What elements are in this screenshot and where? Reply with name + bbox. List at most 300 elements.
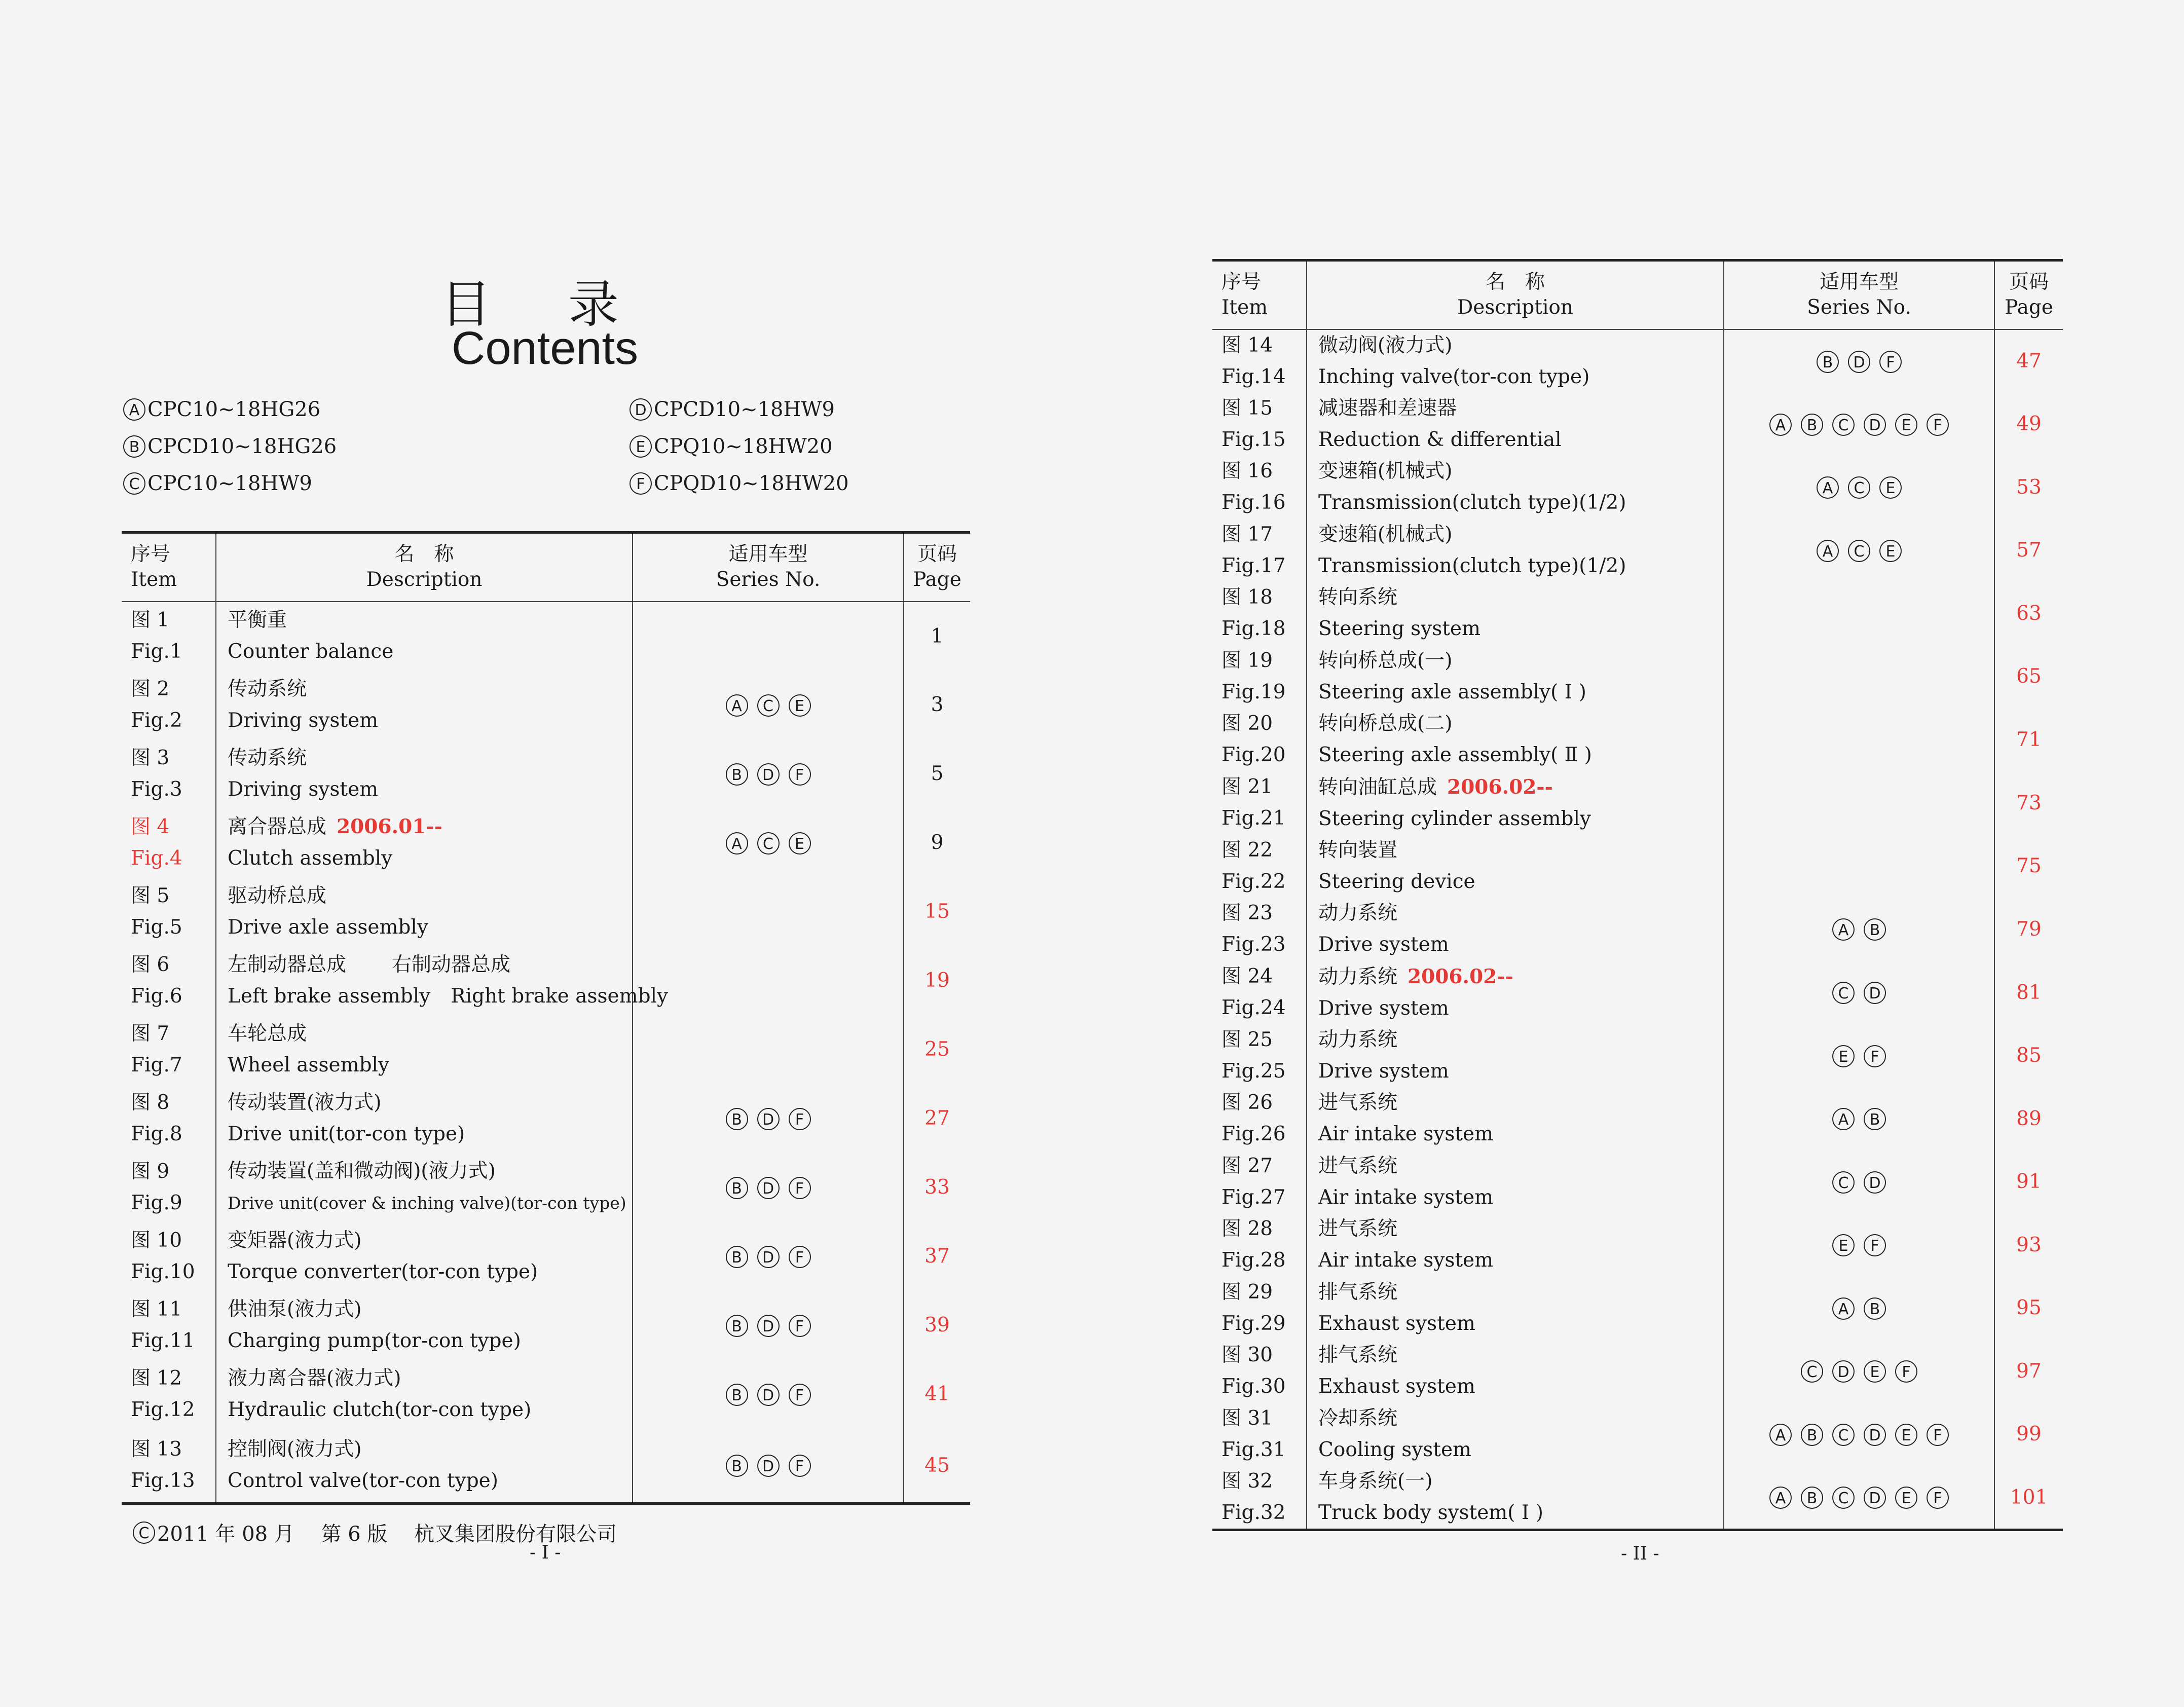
description-en: Exhaust system bbox=[1318, 1312, 1475, 1335]
item-cell bbox=[122, 1291, 216, 1360]
page-number: 19 bbox=[924, 969, 950, 992]
series-cell bbox=[633, 1015, 904, 1084]
series-badge: F bbox=[1927, 1424, 1949, 1446]
series-badge: A bbox=[1832, 1108, 1855, 1130]
page-cell bbox=[1994, 835, 2063, 898]
description-line-cn bbox=[1318, 961, 1723, 993]
page-cell bbox=[904, 877, 970, 946]
item-en: Fig.4 bbox=[131, 846, 182, 870]
series-model: CPCD10~18HG26 bbox=[147, 435, 337, 458]
description-line-en bbox=[1318, 1056, 1723, 1087]
description-en: Drive axle assembly bbox=[228, 915, 428, 939]
series-badge: D bbox=[1864, 1424, 1886, 1446]
series-cell bbox=[633, 1222, 904, 1291]
description-cn: 控制阀(液力式) bbox=[228, 1438, 362, 1461]
series-badge: B bbox=[1864, 1297, 1886, 1320]
series-badge: B bbox=[726, 1108, 748, 1130]
description-line-en bbox=[228, 1465, 632, 1497]
item-cn: 图 21 bbox=[1221, 775, 1273, 798]
series-cell bbox=[633, 602, 904, 671]
description-line-cn bbox=[1318, 708, 1723, 739]
item-cell bbox=[1212, 961, 1307, 1024]
description-line-cn bbox=[228, 880, 632, 912]
description-line-cn bbox=[1318, 645, 1723, 677]
page-cell bbox=[1994, 1151, 2063, 1214]
item-cell bbox=[122, 1084, 216, 1153]
description-en: Exhaust system bbox=[1318, 1375, 1475, 1398]
description-en: Air intake system bbox=[1318, 1123, 1494, 1146]
description-line-en bbox=[228, 981, 669, 1012]
description-cell bbox=[1307, 961, 1724, 1024]
page-number: 89 bbox=[2016, 1107, 2042, 1130]
description-line-en bbox=[1318, 1245, 1723, 1276]
series-badge: F bbox=[1879, 351, 1902, 373]
header-series-en: Series No. bbox=[1807, 296, 1911, 319]
contents-rows-right bbox=[1212, 329, 2063, 1530]
page-number: 45 bbox=[924, 1454, 950, 1477]
page-cell bbox=[904, 602, 970, 671]
item-cell bbox=[1212, 1024, 1307, 1088]
series-badge: B bbox=[726, 1246, 748, 1268]
description-cell bbox=[216, 1084, 633, 1153]
description-line-en bbox=[1318, 929, 1723, 960]
series-cell bbox=[1724, 329, 1994, 393]
table-row bbox=[1212, 898, 2063, 961]
description-line-cn bbox=[1318, 393, 1723, 424]
item-cell bbox=[122, 602, 216, 671]
series-cell bbox=[1724, 645, 1994, 709]
contents-table-right bbox=[1212, 259, 2063, 1531]
item-cn: 图 22 bbox=[1221, 838, 1273, 862]
description-cell bbox=[1307, 456, 1724, 519]
header-page-en: Page bbox=[913, 568, 961, 591]
description-cell bbox=[216, 602, 633, 671]
series-badge: D bbox=[757, 1108, 780, 1130]
description-cn: 车身系统(一) bbox=[1318, 1470, 1433, 1493]
table-row bbox=[1212, 1403, 2063, 1466]
series-cell bbox=[633, 1360, 904, 1429]
item-cn: 图 11 bbox=[131, 1297, 182, 1321]
description-en: Clutch assembly bbox=[228, 847, 393, 870]
description-line-cn bbox=[1318, 582, 1723, 613]
description-line-en bbox=[228, 774, 632, 805]
page-number: 57 bbox=[2016, 539, 2042, 562]
table-row bbox=[1212, 835, 2063, 898]
item-en: Fig.30 bbox=[1221, 1375, 1286, 1398]
description-cell bbox=[1307, 1024, 1724, 1088]
header-series-en: Series No. bbox=[716, 568, 821, 591]
table-row bbox=[1212, 1340, 2063, 1403]
series-badge: D bbox=[757, 763, 780, 786]
description-line-en bbox=[228, 1050, 632, 1081]
item-cell bbox=[1212, 1340, 1307, 1403]
revision-date: 2006.02-- bbox=[1408, 964, 1513, 988]
series-cell bbox=[1724, 582, 1994, 645]
page-cell bbox=[904, 1015, 970, 1084]
description-cn: 驱动桥总成 bbox=[228, 884, 327, 907]
series-cell bbox=[633, 1291, 904, 1360]
item-cn: 图 29 bbox=[1221, 1280, 1273, 1304]
series-badge: B bbox=[1817, 351, 1839, 373]
description-cell bbox=[1307, 708, 1724, 771]
page-number: 101 bbox=[2010, 1486, 2048, 1509]
description-line-en bbox=[1318, 739, 1723, 771]
copyright-icon: C bbox=[133, 1522, 155, 1544]
description-en: Drive system bbox=[1318, 1059, 1449, 1083]
header-page bbox=[1994, 261, 2063, 329]
page-cell bbox=[904, 1084, 970, 1153]
contents-table-left bbox=[122, 531, 970, 1505]
series-badge: E bbox=[1895, 1487, 1917, 1509]
item-en: Fig.17 bbox=[1221, 554, 1286, 577]
description-en: Cooling system bbox=[1318, 1438, 1472, 1461]
item-en: Fig.15 bbox=[1221, 428, 1286, 451]
item-en: Fig.32 bbox=[1221, 1501, 1286, 1524]
item-cell bbox=[122, 1015, 216, 1084]
header-series bbox=[633, 533, 904, 602]
description-line-cn bbox=[1318, 1340, 1723, 1371]
description-line-en bbox=[228, 636, 632, 667]
header-desc-cn: 名 称 bbox=[1485, 271, 1545, 293]
page-cell bbox=[1994, 393, 2063, 456]
description-line-cn bbox=[228, 1294, 632, 1325]
description-cell bbox=[1307, 1213, 1724, 1277]
description-line-cn bbox=[228, 674, 632, 705]
item-en: Fig.7 bbox=[131, 1053, 182, 1077]
table-row bbox=[122, 1360, 970, 1429]
item-cn: 图 18 bbox=[1221, 586, 1273, 609]
description-cn: 排气系统 bbox=[1318, 1280, 1398, 1304]
item-cell bbox=[1212, 519, 1307, 582]
series-badge: E bbox=[1895, 1424, 1917, 1446]
header-item-cn: 序号 bbox=[131, 543, 171, 566]
table-row bbox=[1212, 645, 2063, 709]
item-cn: 图 9 bbox=[131, 1160, 170, 1183]
item-cn: 图 3 bbox=[131, 746, 170, 769]
description-line-cn bbox=[228, 1156, 632, 1187]
description-cell bbox=[216, 946, 669, 1015]
header-page-en: Page bbox=[2005, 296, 2053, 319]
description-cell bbox=[1307, 1466, 1724, 1530]
page-number: 91 bbox=[2016, 1170, 2042, 1194]
item-cell bbox=[122, 739, 216, 808]
contents-rows-left bbox=[122, 602, 970, 1504]
description-line-cn bbox=[228, 811, 632, 843]
description-cell bbox=[216, 1360, 633, 1429]
description-cell bbox=[216, 1015, 633, 1084]
page-cell bbox=[1994, 582, 2063, 645]
description-cn: 车轮总成 bbox=[228, 1022, 307, 1045]
item-en: Fig.18 bbox=[1221, 617, 1286, 641]
series-cell bbox=[633, 808, 904, 877]
description-cn: 减速器和差速器 bbox=[1318, 396, 1457, 420]
table-header-row bbox=[1212, 261, 2063, 329]
series-badge: E bbox=[1879, 476, 1902, 499]
header-desc-cn: 名 称 bbox=[394, 543, 454, 566]
header-desc-en: Description bbox=[366, 568, 483, 591]
item-cell bbox=[122, 1153, 216, 1222]
item-en: Fig.26 bbox=[1221, 1123, 1286, 1146]
item-en: Fig.9 bbox=[131, 1191, 182, 1214]
page-number: 97 bbox=[2016, 1359, 2042, 1383]
table-row bbox=[122, 602, 970, 671]
page-number: 33 bbox=[924, 1176, 950, 1199]
description-line-cn bbox=[228, 743, 632, 774]
description-line-cn bbox=[1318, 1403, 1723, 1434]
series-badge: E bbox=[789, 694, 811, 717]
page-cell bbox=[1994, 329, 2063, 393]
item-cn: 图 28 bbox=[1221, 1217, 1273, 1241]
item-cn: 图 24 bbox=[1221, 965, 1273, 988]
item-cell bbox=[1212, 898, 1307, 961]
page-number: 25 bbox=[924, 1038, 950, 1061]
description-en: Drive system bbox=[1318, 933, 1449, 956]
item-cn: 图 10 bbox=[131, 1229, 182, 1252]
item-cn: 图 1 bbox=[131, 609, 170, 632]
series-badge: F bbox=[789, 1315, 811, 1337]
item-cell bbox=[1212, 582, 1307, 645]
item-cell bbox=[1212, 645, 1307, 709]
item-cell bbox=[122, 946, 216, 1015]
item-cn: 图 5 bbox=[131, 884, 170, 907]
page-cell bbox=[904, 739, 970, 808]
series-badge: A bbox=[1769, 1424, 1792, 1446]
series-badge: D bbox=[757, 1455, 780, 1477]
series-cell bbox=[1724, 519, 1994, 582]
series-cell bbox=[633, 1153, 904, 1222]
item-cell bbox=[122, 877, 216, 946]
item-en: Fig.5 bbox=[131, 915, 182, 939]
description-cn: 传动系统 bbox=[228, 746, 307, 769]
description-cell bbox=[1307, 393, 1724, 456]
description-cell bbox=[216, 808, 633, 877]
description-line-cn bbox=[1318, 898, 1723, 929]
page-number: 47 bbox=[2016, 350, 2042, 373]
page-number: 15 bbox=[924, 900, 950, 923]
page-cell bbox=[1994, 961, 2063, 1024]
page-cell bbox=[904, 1291, 970, 1360]
description-en: Transmission(clutch type)(1/2) bbox=[1318, 554, 1626, 577]
description-line-cn bbox=[228, 1363, 632, 1394]
table-row bbox=[122, 946, 970, 1015]
description-line-cn bbox=[228, 1087, 632, 1119]
description-en: Truck body system( Ⅰ ) bbox=[1318, 1501, 1543, 1524]
series-cell bbox=[633, 1084, 904, 1153]
description-en: Counter balance bbox=[228, 640, 394, 663]
item-cell bbox=[122, 1360, 216, 1429]
description-cell bbox=[1307, 771, 1724, 835]
series-letter: D bbox=[630, 398, 652, 421]
series-legend-item bbox=[630, 472, 849, 495]
item-cn: 图 4 bbox=[131, 815, 170, 838]
description-en: Wheel assembly bbox=[228, 1053, 390, 1077]
series-badge: D bbox=[1864, 982, 1886, 1004]
description-cell bbox=[1307, 1087, 1724, 1151]
page-number: 9 bbox=[931, 831, 944, 854]
series-model: CPQD10~18HW20 bbox=[654, 472, 849, 495]
page-number: 41 bbox=[924, 1383, 950, 1405]
series-badge: E bbox=[1895, 414, 1917, 436]
description-cell bbox=[1307, 1277, 1724, 1340]
description-line-en bbox=[228, 843, 632, 874]
item-cell bbox=[1212, 708, 1307, 771]
description-en: Charging pump(tor-con type) bbox=[228, 1329, 521, 1352]
description-cn: 左制动器总成 bbox=[228, 953, 347, 976]
description-en: Driving system bbox=[228, 709, 379, 732]
description-line-cn bbox=[1318, 330, 1723, 361]
page-number: 65 bbox=[2016, 665, 2042, 688]
table-row bbox=[1212, 771, 2063, 835]
item-en: Fig.2 bbox=[131, 709, 182, 732]
description-en: Torque converter(tor-con type) bbox=[228, 1260, 538, 1283]
description-cell bbox=[216, 877, 633, 946]
item-en: Fig.27 bbox=[1221, 1185, 1286, 1209]
description-line-en bbox=[228, 1256, 632, 1288]
item-cn: 图 30 bbox=[1221, 1344, 1273, 1367]
series-badge: E bbox=[1832, 1234, 1855, 1256]
page-cell bbox=[1994, 898, 2063, 961]
item-en: Fig.28 bbox=[1221, 1249, 1286, 1272]
description-line-cn bbox=[1318, 1087, 1723, 1119]
series-badge: C bbox=[1832, 1424, 1855, 1446]
series-model: CPC10~18HG26 bbox=[147, 398, 321, 421]
series-cell bbox=[633, 877, 904, 946]
revision-date: 2006.01-- bbox=[337, 815, 442, 838]
description-en: Hydraulic clutch(tor-con type) bbox=[228, 1398, 532, 1421]
page-cell bbox=[904, 946, 970, 1015]
series-legend-item bbox=[123, 472, 312, 495]
page-number: 5 bbox=[931, 762, 944, 785]
page-cell bbox=[904, 671, 970, 739]
description-cell bbox=[216, 1429, 633, 1504]
series-badge: C bbox=[1801, 1360, 1823, 1383]
series-badge: A bbox=[1769, 1487, 1792, 1509]
description-cn: 转向油缸总成 bbox=[1318, 775, 1437, 799]
header-item-en: Item bbox=[131, 568, 177, 591]
page-number: 93 bbox=[2016, 1233, 2042, 1256]
header-item bbox=[122, 533, 216, 602]
table-row bbox=[122, 1015, 970, 1084]
item-cn: 图 23 bbox=[1221, 902, 1273, 925]
description-line-en bbox=[1318, 1497, 1723, 1529]
series-legend-item bbox=[630, 398, 835, 421]
series-cell bbox=[1724, 1087, 1994, 1151]
description-line-en bbox=[1318, 550, 1723, 582]
series-badge: D bbox=[757, 1246, 780, 1268]
series-legend-item bbox=[123, 398, 320, 421]
item-cell bbox=[1212, 1466, 1307, 1530]
page-number: 73 bbox=[2016, 791, 2042, 814]
page-number: 1 bbox=[931, 624, 944, 648]
series-badge: F bbox=[1864, 1234, 1886, 1256]
description-cn: 动力系统 bbox=[1318, 965, 1398, 988]
table-row bbox=[1212, 1466, 2063, 1530]
item-cn: 图 12 bbox=[131, 1366, 182, 1390]
description-en: Steering cylinder assembly bbox=[1318, 807, 1591, 830]
description-cn: 转向桥总成(二) bbox=[1318, 712, 1453, 735]
table-header-row bbox=[122, 533, 970, 602]
series-letter: C bbox=[123, 472, 145, 495]
item-cell bbox=[1212, 1403, 1307, 1466]
page-number: 85 bbox=[2016, 1044, 2042, 1067]
description-cn: 传动系统 bbox=[228, 677, 307, 700]
table-row bbox=[1212, 456, 2063, 519]
description-cell bbox=[216, 1222, 633, 1291]
description-cn: 微动阀(液力式) bbox=[1318, 333, 1453, 357]
series-badge: C bbox=[1848, 540, 1870, 562]
page-cell bbox=[1994, 456, 2063, 519]
item-en: Fig.19 bbox=[1221, 680, 1286, 703]
table-row bbox=[1212, 1024, 2063, 1088]
series-badge: A bbox=[1817, 540, 1839, 562]
header-item-cn: 序号 bbox=[1221, 271, 1262, 293]
item-cell bbox=[1212, 1277, 1307, 1340]
page-number: 63 bbox=[2016, 602, 2042, 625]
description-cell bbox=[1307, 1151, 1724, 1214]
description-line-en bbox=[228, 1325, 632, 1357]
description-cell bbox=[1307, 1403, 1724, 1466]
series-cell bbox=[633, 739, 904, 808]
item-cell bbox=[122, 1222, 216, 1291]
description-line-cn bbox=[1318, 519, 1723, 550]
table-row bbox=[122, 1429, 970, 1504]
series-badge: B bbox=[1801, 1424, 1823, 1446]
series-badge: C bbox=[1832, 982, 1855, 1004]
description-cn: 进气系统 bbox=[1318, 1091, 1398, 1115]
series-badge: D bbox=[1832, 1360, 1855, 1383]
description-en: Inching valve(tor-con type) bbox=[1318, 365, 1590, 388]
series-badge: A bbox=[1817, 476, 1839, 499]
item-cell bbox=[1212, 835, 1307, 898]
page-cell bbox=[904, 1153, 970, 1222]
item-en: Fig.8 bbox=[131, 1122, 182, 1145]
series-badge: B bbox=[726, 1384, 748, 1406]
description-en: Control valve(tor-con type) bbox=[228, 1469, 498, 1493]
description-cn: 供油泵(液力式) bbox=[228, 1297, 362, 1321]
header-item bbox=[1212, 261, 1307, 329]
page-number: 49 bbox=[2016, 413, 2042, 436]
description-line-en bbox=[1318, 1434, 1723, 1466]
description-line-cn bbox=[228, 605, 632, 636]
description-cell bbox=[1307, 1340, 1724, 1403]
item-cn: 图 26 bbox=[1221, 1091, 1273, 1115]
description-line-en bbox=[1318, 677, 1723, 708]
series-badge: A bbox=[726, 832, 748, 855]
page-number: 75 bbox=[2016, 855, 2042, 878]
description-line-en bbox=[1318, 1182, 1723, 1213]
description-en: Driving system bbox=[228, 777, 379, 801]
description-cell bbox=[1307, 898, 1724, 961]
description-cell bbox=[216, 671, 633, 739]
description-line-cn bbox=[228, 1225, 632, 1256]
page-number: 27 bbox=[924, 1107, 950, 1130]
series-badge: D bbox=[1864, 1487, 1886, 1509]
series-badge: B bbox=[1864, 918, 1886, 941]
header-description bbox=[216, 533, 633, 602]
item-en: Fig.1 bbox=[131, 640, 182, 663]
description-line-cn bbox=[1318, 835, 1723, 866]
page-number: 81 bbox=[2016, 981, 2042, 1004]
item-cell bbox=[1212, 393, 1307, 456]
series-badge: D bbox=[1864, 1171, 1886, 1194]
page-number-left: - I - bbox=[530, 1542, 561, 1563]
series-cell bbox=[1724, 1466, 1994, 1530]
page-number: 39 bbox=[924, 1314, 950, 1337]
description-cell bbox=[1307, 835, 1724, 898]
table-row bbox=[1212, 708, 2063, 771]
series-cell bbox=[1724, 1277, 1994, 1340]
item-en: Fig.14 bbox=[1221, 365, 1286, 388]
